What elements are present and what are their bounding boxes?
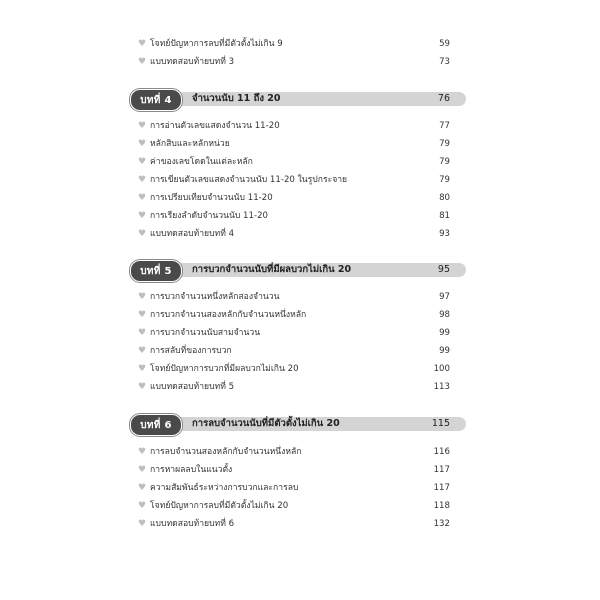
toc-entry-page: 98 [439,310,450,320]
toc-entry-page: 73 [439,57,450,67]
toc-entry[interactable] [138,326,450,340]
toc-entry-title: แบบทดสอบท้ายบทที่ 5 [150,382,235,392]
toc-entry[interactable] [138,380,450,394]
chapter-page: 95 [437,264,450,275]
toc-entry[interactable] [138,517,450,531]
toc-entry-page: 80 [439,193,450,203]
toc-entry[interactable] [138,191,450,205]
toc-entry-page: 117 [433,483,450,493]
toc-entry[interactable] [138,55,450,69]
toc-entry[interactable] [138,499,450,513]
toc-entry-title: การบวกจำนวนนับสามจำนวน [150,328,261,338]
toc-entry[interactable] [138,463,450,477]
chapter-badge: บทที่ 5 [130,260,182,282]
toc-entry-page: 113 [433,382,450,392]
toc-entry-title: แบบทดสอบท้ายบทที่ 6 [150,519,235,529]
toc-entry-page: 93 [439,229,450,239]
chapter-title: การลบจำนวนนับที่มีตัวตั้งไม่เกิน 20 [192,418,340,429]
toc-entry-title: แบบทดสอบท้ายบทที่ 3 [150,57,235,67]
toc-entry-title: การสลับที่ของการบวก [150,346,232,356]
heart-icon: ♥ [138,57,147,67]
toc-entry-page: 79 [439,157,450,167]
heart-icon: ♥ [138,501,147,511]
toc-entry-title: โจทย์ปัญหาการบวกที่มีผลบวกไม่เกิน 20 [150,364,299,374]
chapter-page: 115 [431,418,450,429]
heart-icon: ♥ [138,139,147,149]
heart-icon: ♥ [138,193,147,203]
chapter-header[interactable] [130,414,466,434]
toc-entry[interactable] [138,173,450,187]
heart-icon: ♥ [138,346,147,356]
toc-entry[interactable] [138,344,450,358]
chapter-title: จำนวนนับ 11 ถึง 20 [192,93,281,104]
toc-entry[interactable] [138,308,450,322]
heart-icon: ♥ [138,382,147,392]
heart-icon: ♥ [138,519,147,529]
toc-entry-page: 77 [439,121,450,131]
toc-entry[interactable] [138,37,450,51]
toc-entry[interactable] [138,481,450,495]
toc-entry-page: 81 [439,211,450,221]
toc-entry-title: การเขียนตัวเลขแสดงจำนวนนับ 11-20 ในรูปกระจาย [150,175,348,185]
toc-entry-title: การอ่านตัวเลขแสดงจำนวน 11-20 [150,121,280,131]
toc-entry[interactable] [138,155,450,169]
toc-entry-page: 97 [439,292,450,302]
toc-entry-title: โจทย์ปัญหาการลบที่มีตัวตั้งไม่เกิน 9 [150,39,283,49]
toc-entry-page: 79 [439,175,450,185]
toc-entry-page: 99 [439,328,450,338]
heart-icon: ♥ [138,211,147,221]
toc-entry-page: 99 [439,346,450,356]
chapter-header[interactable] [130,89,466,109]
toc-entry-title: การเรียงลำดับจำนวนนับ 11-20 [150,211,269,221]
chapter-page: 76 [437,93,450,104]
toc-entry-title: การหาผลลบในแนวตั้ง [150,465,233,475]
toc-entry-page: 59 [439,39,450,49]
chapter-header[interactable] [130,260,466,280]
toc-entry[interactable] [138,290,450,304]
toc-entry[interactable] [138,137,450,151]
chapter-badge: บทที่ 6 [130,414,182,436]
toc-entry-title: การเปรียบเทียบจำนวนนับ 11-20 [150,193,273,203]
heart-icon: ♥ [138,229,147,239]
toc-entry-page: 100 [433,364,450,374]
toc-entry-page: 79 [439,139,450,149]
toc-entry-page: 132 [433,519,450,529]
heart-icon: ♥ [138,483,147,493]
toc-entry-title: หลักสิบและหลักหน่วย [150,139,230,149]
heart-icon: ♥ [138,364,147,374]
toc-entry[interactable] [138,227,450,241]
heart-icon: ♥ [138,175,147,185]
toc-entry-title: โจทย์ปัญหาการลบที่มีตัวตั้งไม่เกิน 20 [150,501,289,511]
toc-entry-title: การลบจำนวนสองหลักกับจำนวนหนึ่งหลัก [150,447,302,457]
heart-icon: ♥ [138,39,147,49]
toc-entry-title: ค่าของเลขโดดในแต่ละหลัก [150,157,253,167]
toc-entry-page: 116 [433,447,450,457]
toc-entry[interactable] [138,362,450,376]
toc-entry-title: แบบทดสอบท้ายบทที่ 4 [150,229,235,239]
chapter-title: การบวกจำนวนนับที่มีผลบวกไม่เกิน 20 [192,264,352,275]
heart-icon: ♥ [138,328,147,338]
toc-entry[interactable] [138,209,450,223]
chapter-bar [142,92,466,106]
chapter-badge: บทที่ 4 [130,89,182,111]
heart-icon: ♥ [138,292,147,302]
heart-icon: ♥ [138,465,147,475]
toc-entry-title: การบวกจำนวนสองหลักกับจำนวนหนึ่งหลัก [150,310,307,320]
heart-icon: ♥ [138,447,147,457]
toc-entry[interactable] [138,445,450,459]
heart-icon: ♥ [138,121,147,131]
toc-entry-title: การบวกจำนวนหนึ่งหลักสองจำนวน [150,292,280,302]
toc-entry-page: 117 [433,465,450,475]
heart-icon: ♥ [138,157,147,167]
toc-entry[interactable] [138,119,450,133]
heart-icon: ♥ [138,310,147,320]
toc-entry-page: 118 [433,501,450,511]
toc-entry-title: ความสัมพันธ์ระหว่างการบวกและการลบ [150,483,299,493]
